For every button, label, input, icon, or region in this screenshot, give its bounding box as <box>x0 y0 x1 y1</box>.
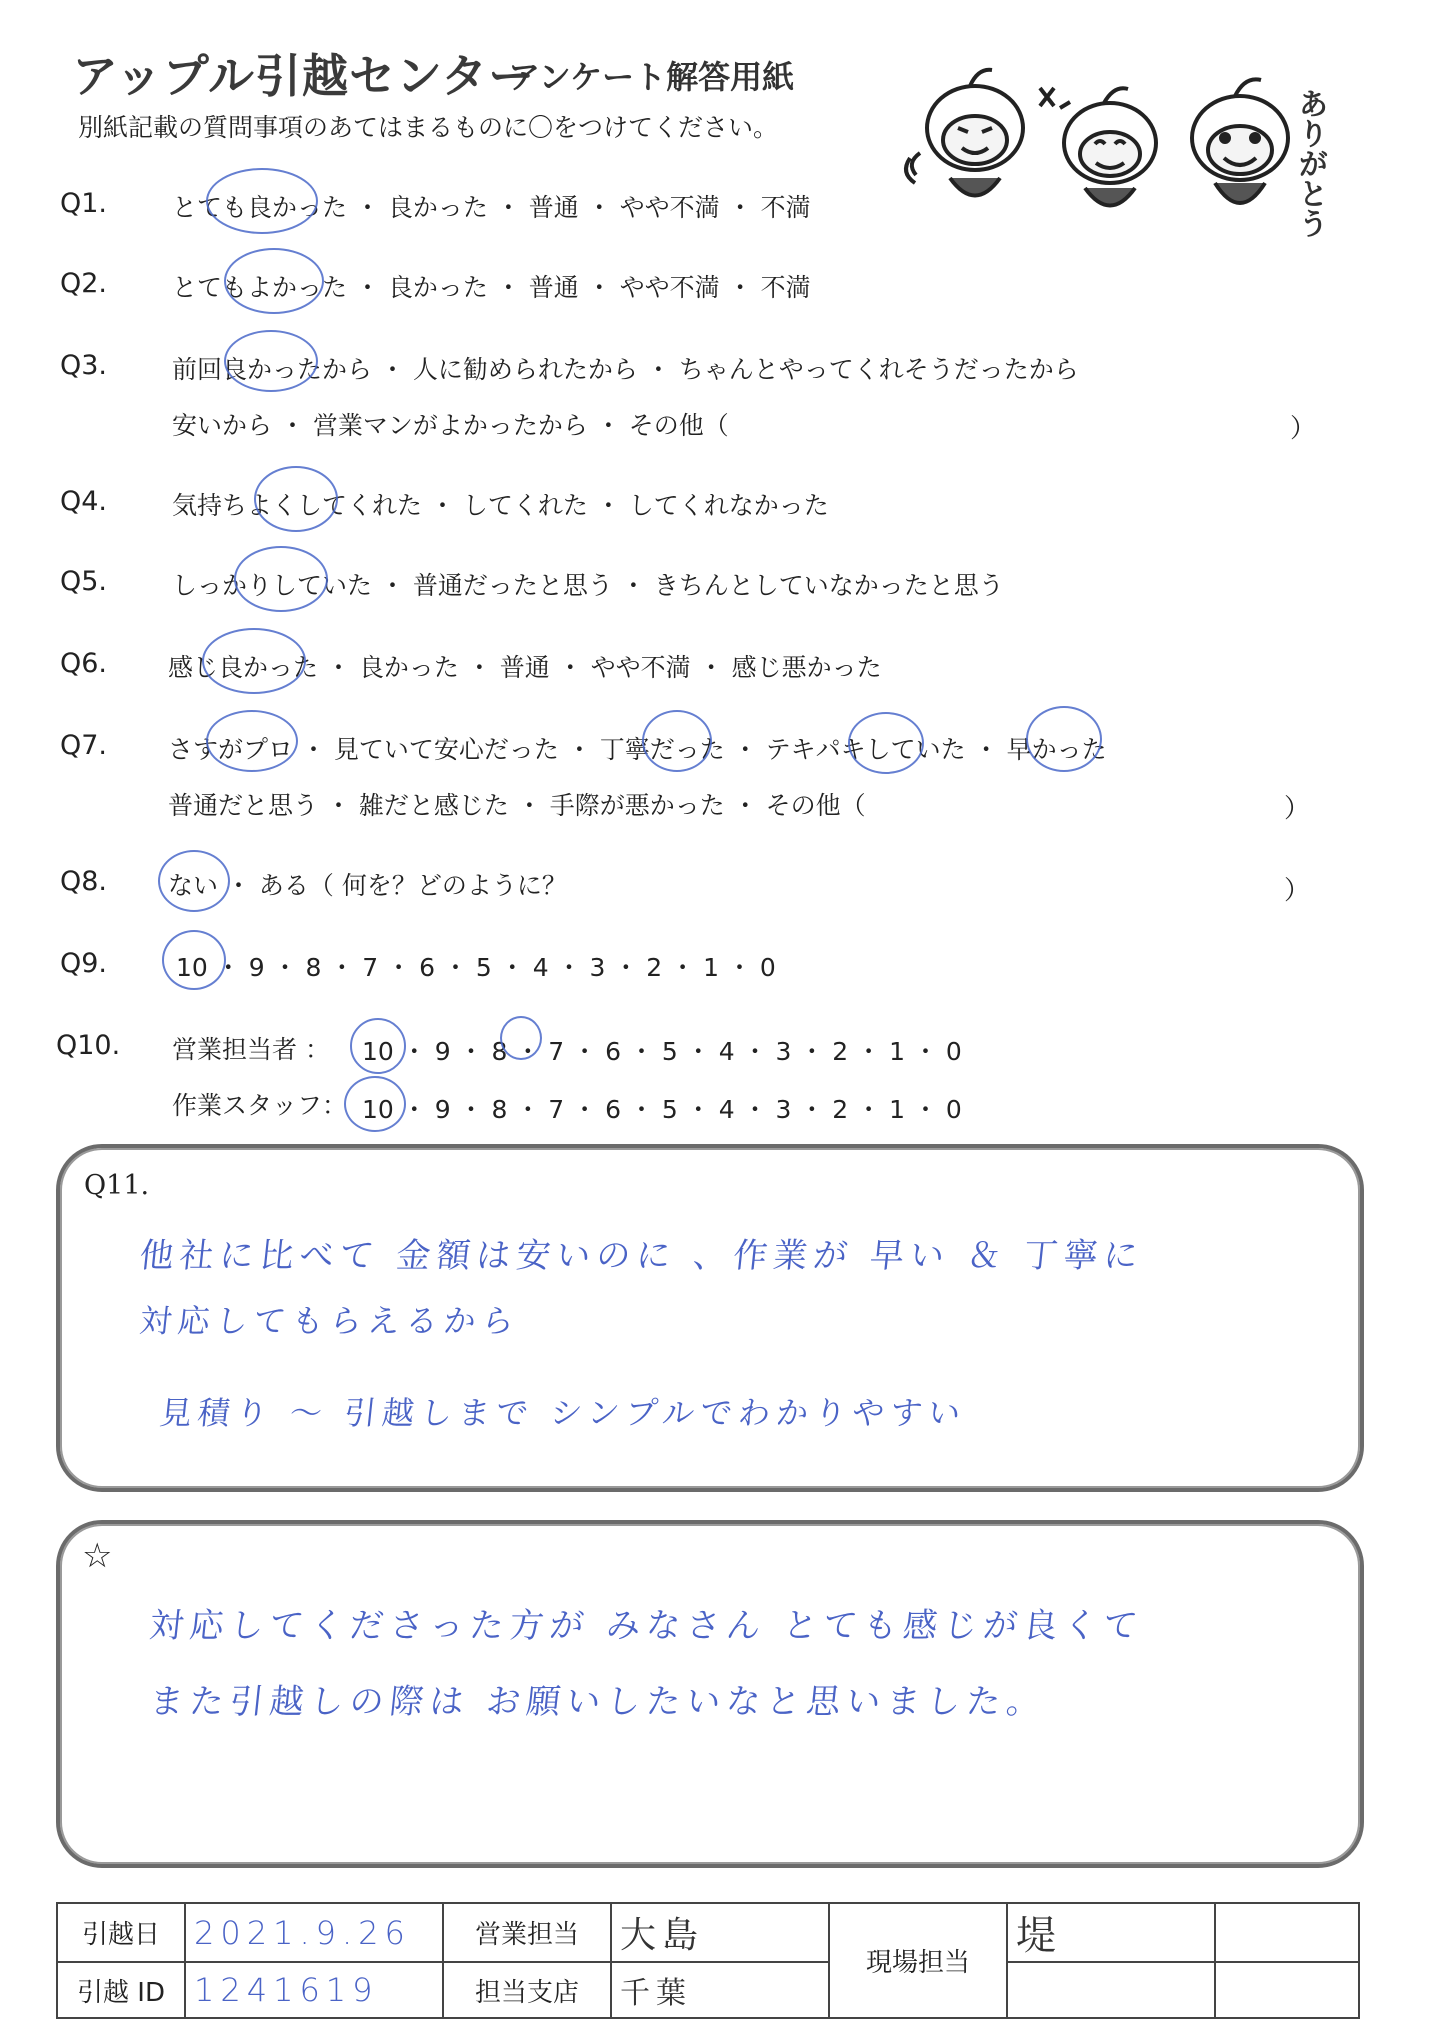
mascot-illustration <box>890 48 1350 238</box>
answer-circle-q7-pro <box>206 710 298 772</box>
empty-cell <box>1215 1962 1359 2018</box>
footer-info-table <box>56 1902 1360 2019</box>
instruction-text: 別紙記載の質問事項のあてはまるものに〇をつけてください。 <box>78 113 779 142</box>
site-staff-name: 堤 <box>1016 1913 1062 1959</box>
staff-rating-scale[interactable]: 10 ・ 9 ・ 8 ・ 7 ・ 6 ・ 5 ・ 4 ・ 3 ・ 2 ・ 1 ・ 0 <box>362 1095 962 1124</box>
sales-rating-label: 営業担当者 ： <box>172 1035 330 1064</box>
sales-rating-scale[interactable]: 10 ・ 9 ・ 8 ・ 7 ・ 6 ・ 5 ・ 4 ・ 3 ・ 2 ・ 1 ・ 0 <box>362 1037 962 1066</box>
sales-staff-name: 大島 <box>620 1915 705 1956</box>
rating-scale[interactable]: 10 ・ 9 ・ 8 ・ 7 ・ 6 ・ 5 ・ 4 ・ 3 ・ 2 ・ 1 ・ 0 <box>176 953 776 982</box>
empty-cell <box>1215 1903 1359 1962</box>
branch-name: 千葉 <box>620 1976 692 2011</box>
company-title: アップル引越センター <box>72 49 536 103</box>
free-comment-line-1: 対応してくださった方が みなさん とても感じが良くて <box>147 1606 1146 1646</box>
answer-circle-q3 <box>224 330 318 392</box>
answer-circle-q6 <box>202 628 306 694</box>
answer-circle-q2 <box>224 248 324 314</box>
move-date-label: 引越日 <box>57 1903 185 1962</box>
sales-staff-label: 営業担当 <box>443 1903 611 1962</box>
answer-circle-q7-hayai <box>1026 706 1102 772</box>
answer-circle-q9 <box>162 930 226 990</box>
answer-circle-q1 <box>206 168 318 234</box>
question-label: Q4. <box>60 486 108 517</box>
question-label: Q9. <box>60 948 108 979</box>
question-label: Q3. <box>60 350 108 381</box>
question-options-2[interactable]: 普通だと思う ・ 雑だと感じた ・ 手際が悪かった ・ その他（ <box>168 791 866 820</box>
question-label: Q6. <box>60 648 108 679</box>
question-options[interactable]: 前回良かったから ・ 人に勧められたから ・ ちゃんとやってくれそうだったから <box>172 355 1079 384</box>
q11-answer-line-3: 見積り ～ 引越しまで シンプルでわかりやすい <box>157 1394 969 1432</box>
question-label: Q1. <box>60 188 108 219</box>
answer-circle-q8 <box>158 850 230 912</box>
free-comment-line-2: また引越しの際は お願いしたいなと思いました。 <box>147 1682 1049 1722</box>
star-icon: ☆ <box>82 1536 113 1576</box>
answer-circle-q10-staff <box>344 1076 406 1132</box>
empty-cell <box>1007 1962 1215 2018</box>
question-options[interactable]: とても良かった ・ 良かった ・ 普通 ・ やや不満 ・ 不満 <box>172 193 811 222</box>
answer-circle-q7-teinei <box>642 710 712 772</box>
branch-label: 担当支店 <box>443 1962 611 2018</box>
question-label: Q7. <box>60 730 108 761</box>
form-subtitle: アンケート解答用紙 <box>508 58 795 96</box>
answer-circle-q5 <box>234 546 328 612</box>
answer-circle-q10-sales <box>350 1018 406 1074</box>
question-options[interactable]: 気持ちよくしてくれた ・ してくれた ・ してくれなかった <box>172 491 829 520</box>
site-staff-label: 現場担当 <box>829 1903 1007 2018</box>
move-id-label: 引越 ID <box>57 1962 185 2018</box>
question-options-2[interactable]: 安いから ・ 営業マンがよかったから ・ その他（ <box>172 411 729 440</box>
q11-label: Q11. <box>84 1170 150 1201</box>
answer-mark-q10-sales-8 <box>500 1016 542 1060</box>
close-paren: ） <box>1284 876 1311 906</box>
close-paren: ） <box>1284 794 1311 824</box>
answer-circle-q4 <box>254 466 338 532</box>
move-id-value: 1241619 <box>194 1971 379 2009</box>
thanks-text: ありがとう <box>1292 88 1328 238</box>
q11-answer-line-2: 対応してもらえるから <box>137 1302 522 1340</box>
question-options[interactable]: とてもよかった ・ 良かった ・ 普通 ・ やや不満 ・ 不満 <box>172 273 811 302</box>
close-paren: ） <box>1290 414 1317 444</box>
question-options[interactable]: さすがプロ ・ 見ていて安心だった ・ 丁寧だった ・ テキパキしていた ・ 早かった <box>168 735 1107 764</box>
move-date-value: 2021.9.26 <box>194 1913 411 1952</box>
question-options[interactable]: ない ・ ある（ 何を？どのように？ <box>168 871 567 900</box>
q11-answer-line-1: 他社に比べて 金額は安いのに 、作業が 早い ＆ 丁寧に <box>137 1236 1146 1276</box>
question-options[interactable]: 感じ良かった ・ 良かった ・ 普通 ・ やや不満 ・ 感じ悪かった <box>168 653 882 682</box>
question-label: Q2. <box>60 268 108 299</box>
staff-rating-label: 作業スタッフ： <box>172 1091 348 1120</box>
question-label: Q5. <box>60 566 108 597</box>
question-label: Q8. <box>60 866 108 897</box>
answer-circle-q7-tekipaki <box>848 712 924 774</box>
question-options[interactable]: しっかりしていた ・ 普通だったと思う ・ きちんとしていなかったと思う <box>172 571 1004 600</box>
question-label: Q10. <box>56 1030 121 1061</box>
